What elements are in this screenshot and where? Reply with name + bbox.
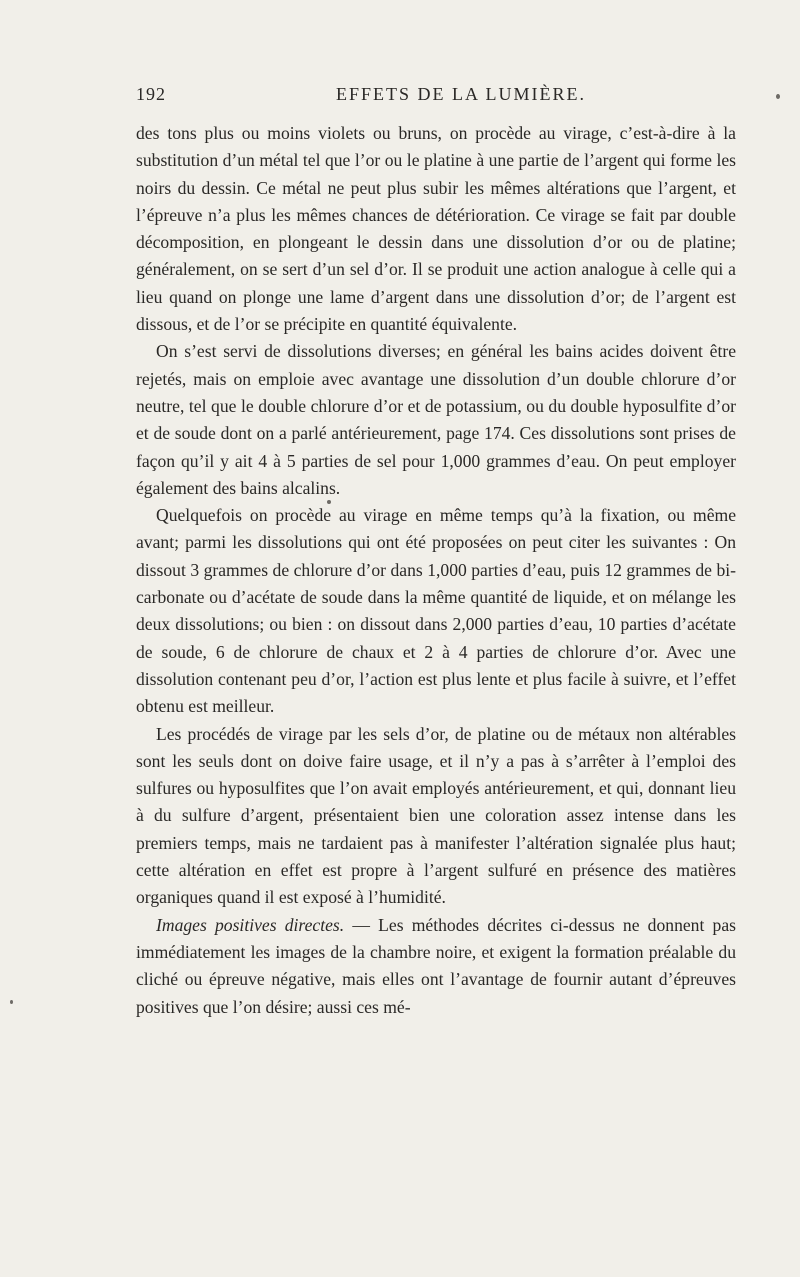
paragraph-1 [136,120,736,338]
paragraph-5 [136,912,736,1021]
paragraph-2 [136,338,736,502]
page-number: 192 [136,84,166,104]
paragraph-2-text: On s’est servi de dissolutions diverses; en général les bains acides doivent être rejetés, mais on emploie avec avantage une dissolution d’un double chlorure d’or neutre, tel que le double chlorure d’or et de potassium, ou du double hyposulfite d’or et de soude dont on a parlé antérieurement, page 174. Ces dissolutions sont prises de façon qu’il y ait 4 à 5 parties de sel pour 1,000 grammes d’eau. On peut employer également des bains alcalins. [136,341,736,498]
paragraph-1-text: des tons plus ou moins violets ou bruns, on procède au virage, c’est-à-dire à la substitution d’un métal tel que l’or ou le platine à une partie de l’argent qui forme les noirs du dessin. Ce métal ne peut plus subir les mêmes altérations que l’argent, et l’épreuve n’a plus les mêmes chances de détérioration. Ce virage se fait par double décomposition, en plongeant le dessin dans une dissolution d’or ou de platine; généralement, on se sert d’un sel d’or. Il se produit une action analogue à celle qui a lieu quand on plonge une lame d’argent dans une dissolution d’or; de l’argent est dissous, et de l’or se précipite en quantité équivalente. [136,123,736,335]
paragraph-5-text: — Les méthodes décrites ci-dessus ne donnent pas immédiatement les images de la chambre noire, et exigent la formation préalable du cliché ou épreuve négative, mais elles ont l’avantage de fournir autant d’épreuves positives que l’on désire; aussi ces mé- [136,914,736,1017]
section-run-in-heading: Images positives directes. [156,914,345,935]
paragraph-3-text: Quelquefois on procède au virage en même temps qu’à la fixation, ou même avant; parmi les dissolutions qui ont été proposées on peut citer les suivantes : On dissout 3 grammes de chlorure d’or dans 1,000 parties d’eau, puis 12 grammes de bi-carbonate ou d’acétate de soude dans la même quantité de liquide, et on mélange les deux dissolutions; ou bien : on dissout dans 2,000 parties d’eau, 10 parties d’acétate de soude, 6 de chlorure de chaux et 2 à 4 parties de chlorure d’or. Avec une dissolution contenant peu d’or, l’action est plus lente et plus facile à suivre, et l’effet obtenu est meilleur. [136,505,736,717]
running-title: EFFETS DE LA LUMIÈRE. [336,84,587,104]
print-speck [776,94,780,99]
print-speck [10,1000,13,1004]
paragraph-4 [136,721,736,912]
page-header [136,84,736,112]
body-text [136,120,736,1021]
paragraph-3 [136,502,736,720]
print-speck [327,500,331,504]
paragraph-4-text: Les procédés de virage par les sels d’or, de platine ou de métaux non altérables sont les seuls dont on doive faire usage, et il n’y a pas à s’arrêter à l’emploi des sulfures ou hyposulfites que l’on avait employés antérieurement, et qui, donnant lieu à du sulfure d’argent, présentaient bien une coloration assez intense dans les premiers temps, mais ne tardaient pas à manifester l’altération signalée plus haut; cette altération en effet est propre à l’argent sulfuré en présence des matières organiques quand il est exposé à l’humidité. [136,723,736,908]
